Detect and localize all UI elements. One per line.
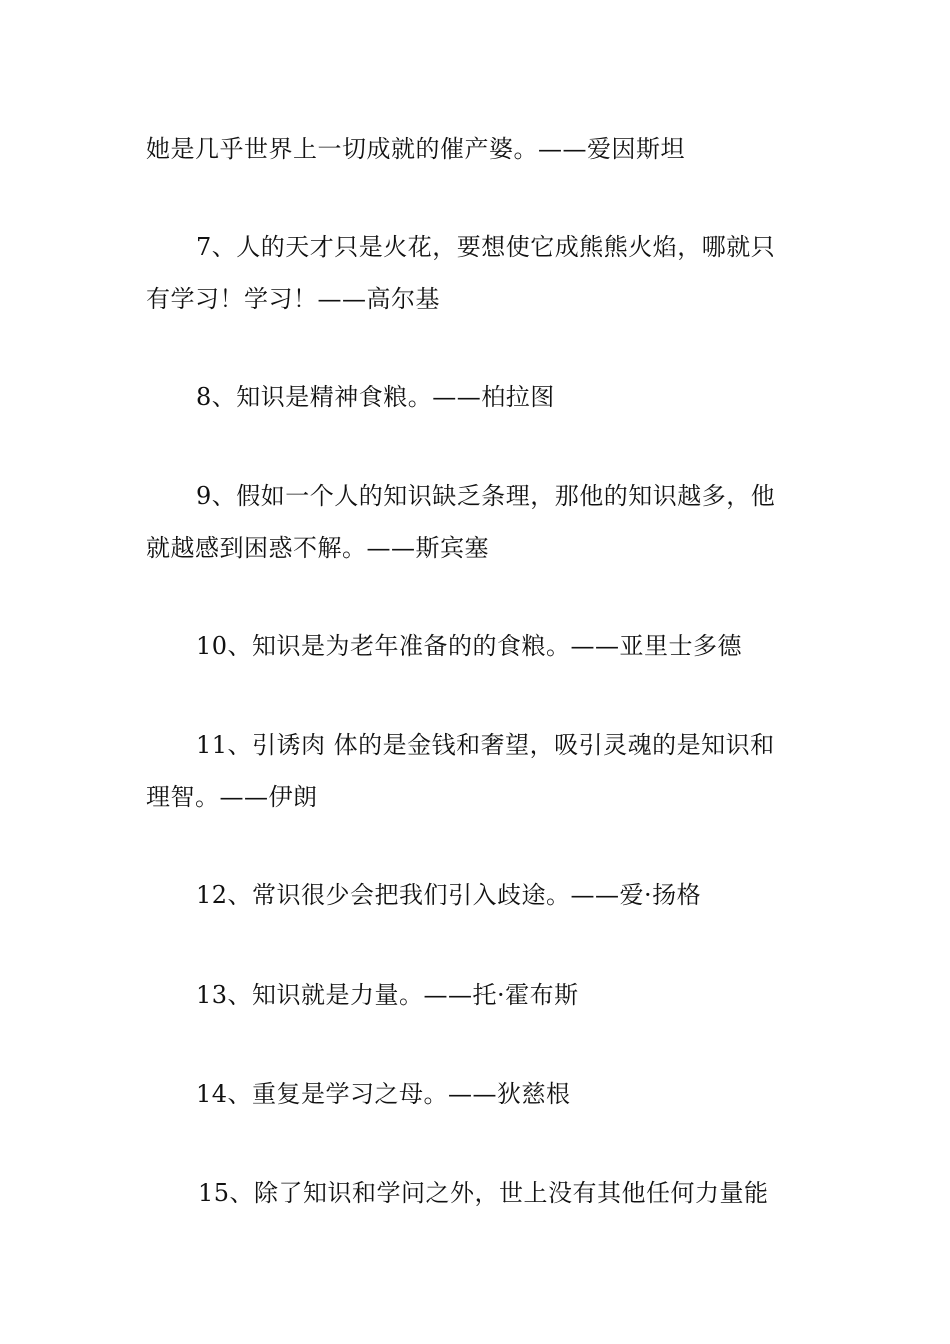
quote-11-line-2: 理智。——伊朗 — [146, 783, 318, 811]
quote-14: 14、重复是学习之母。——狄慈根 — [196, 1080, 571, 1108]
quote-9-line-1: 9、假如一个人的知识缺乏条理，那他的知识越多，他 — [196, 482, 776, 510]
quote-7-line-1: 7、人的天才只是火花，要想使它成熊熊火焰，哪就只 — [196, 233, 776, 261]
quote-continuation-line: 她是几乎世界上一切成就的催产婆。——爱因斯坦 — [146, 135, 685, 163]
quote-8: 8、知识是精神食粮。——柏拉图 — [196, 383, 555, 411]
quote-11-line-1: 11、引诱肉 体的是金钱和奢望，吸引灵魂的是知识和 — [196, 731, 775, 759]
quote-13: 13、知识就是力量。——托·霍布斯 — [196, 981, 579, 1009]
quote-10: 10、知识是为老年准备的的食粮。——亚里士多德 — [196, 632, 743, 660]
quote-12: 12、常识很少会把我们引入歧途。——爱·扬格 — [196, 881, 702, 909]
quote-15-line-1: 15、除了知识和学问之外，世上没有其他任何力量能 — [198, 1179, 769, 1207]
quote-9-line-2: 就越感到困惑不解。——斯宾塞 — [146, 534, 489, 562]
quote-7-line-2: 有学习！学习！——高尔基 — [146, 285, 440, 313]
